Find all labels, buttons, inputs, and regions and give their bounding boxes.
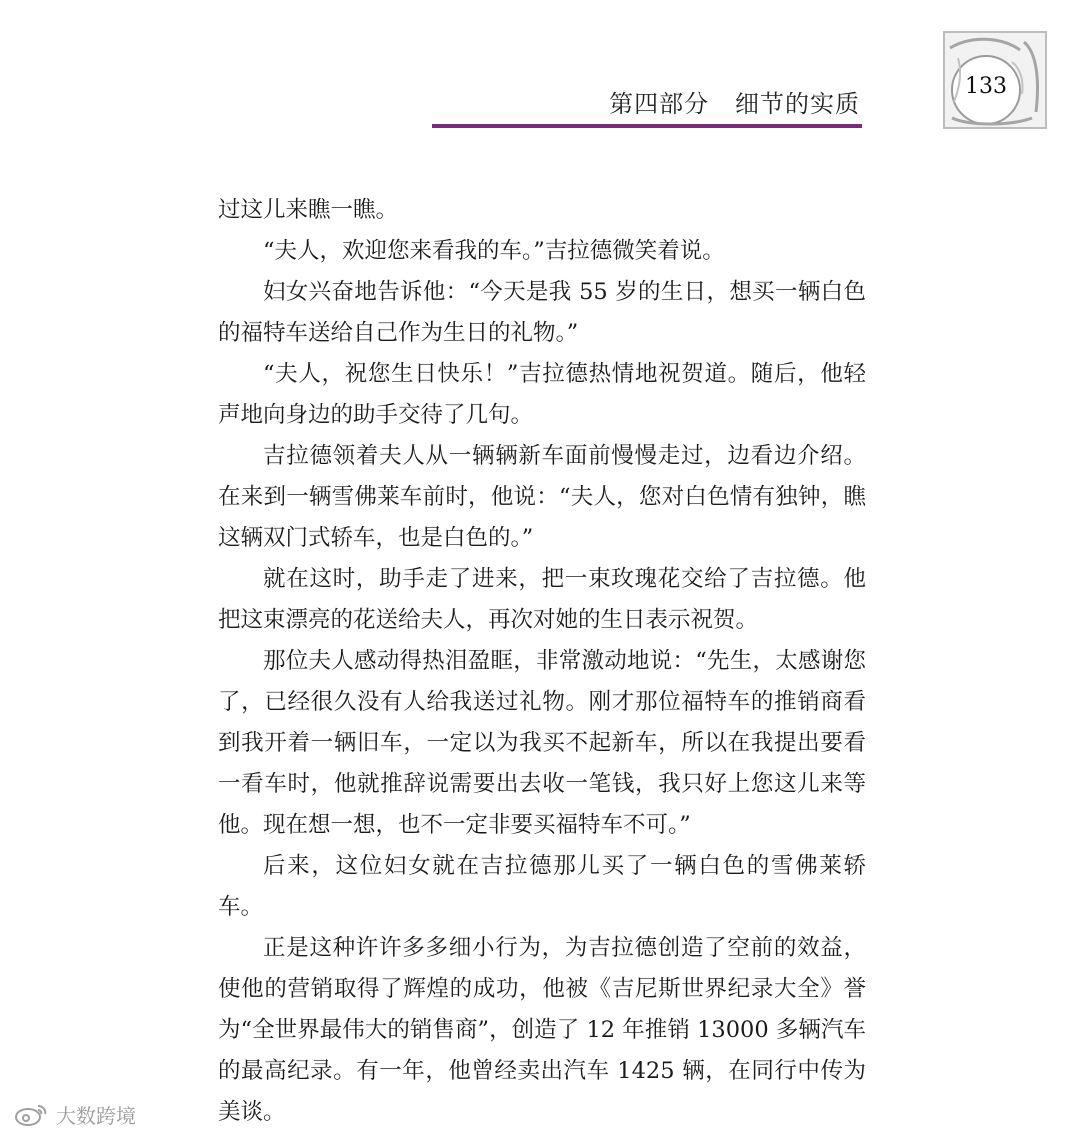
watermark — [14, 1100, 136, 1129]
watermark-text: 大数跨境 — [56, 1104, 136, 1128]
page-number: 133 — [965, 74, 1007, 99]
section-title: 第四部分 细节的实质 — [609, 90, 860, 118]
paragraph-0: 过这儿来瞧一瞧。 — [218, 197, 399, 223]
paragraph-7: 后来，这位妇女就在吉拉德那儿买了一辆白色的雪佛莱轿车。 — [218, 853, 866, 920]
paragraph-1: “夫人，欢迎您来看我的车。”吉拉德微笑着说。 — [263, 238, 725, 264]
weibo-logo-icon — [14, 1102, 48, 1128]
body-text — [218, 190, 866, 1133]
paragraph-8: 正是这种许许多多细小行为，为吉拉德创造了空前的效益，使他的营销取得了辉煌的成功，他被《吉尼斯世界纪录大全》誉为“全世界最伟大的销售商”，创造了 12 年推销 13000 多辆汽车的最高纪录。有一年，他曾经卖出汽车 1425 辆，在同行中传为美谈。 — [218, 935, 866, 1125]
paragraph-4: 吉拉德领着夫人从一辆辆新车面前慢慢走过，边看边介绍。在来到一辆雪佛莱车前时，他说：“夫人，您对白色情有独钟，瞧这辆双门式轿车，也是白色的。” — [218, 443, 866, 551]
paragraph-6: 那位夫人感动得热泪盈眶，非常激动地说：“先生，太感谢您了，已经很久没有人给我送过礼物。刚才那位福特车的推销商看到我开着一辆旧车，一定以为我买不起新车，所以在我提出要看一看车时，他就推辞说需要出去收一笔钱，我只好上您这儿来等他。现在想一想，也不一定非要买福特车不可。” — [218, 648, 866, 838]
header-rule — [432, 124, 862, 128]
paragraph-3: “夫人，祝您生日快乐！”吉拉德热情地祝贺道。随后，他轻声地向身边的助手交待了几句。 — [218, 361, 866, 428]
paragraph-2: 妇女兴奋地告诉他：“今天是我 55 岁的生日，想买一辆白色的福特车送给自己作为生日的礼物。” — [218, 279, 866, 346]
paragraph-5: 就在这时，助手走了进来，把一束玫瑰花交给了吉拉德。他把这束漂亮的花送给夫人，再次对她的生日表示祝贺。 — [218, 566, 866, 633]
